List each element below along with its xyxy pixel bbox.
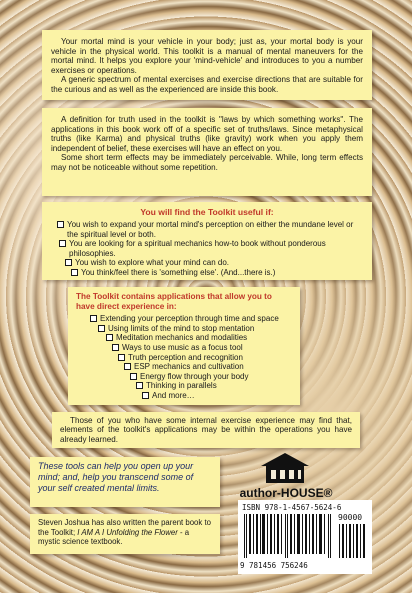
definition-paragraph-2: Some short term effects may be immediately perceivable. While, long term effects may not be noticeable without some repetition.	[51, 153, 363, 172]
application-item: And more…	[142, 391, 292, 401]
author-panel	[30, 514, 220, 554]
tagline-panel	[30, 457, 220, 507]
checkbox-icon	[71, 269, 78, 276]
application-item: Using limits of the mind to stop mentation	[98, 324, 292, 334]
intro-paragraph-1: Your mortal mind is your vehicle in your body; just as, your mortal body is your vehicle in the physical world. This toolkit is a manual of mental maneuvers for the mortal mind. It helps you explore your 'mind-vehicle' and introduces to you a number exercises or operations.	[51, 37, 363, 75]
experience-panel	[52, 412, 360, 448]
checkbox-icon	[112, 344, 119, 351]
definition-panel	[42, 108, 372, 196]
application-item: Energy flow through your body	[130, 372, 292, 382]
publisher-logo	[239, 452, 333, 500]
application-item: ESP mechanics and cultivation	[124, 362, 292, 372]
application-item: Truth perception and recognition	[118, 353, 292, 363]
checkbox-icon	[142, 392, 149, 399]
useful-item: You wish to expand your mortal mind's perception on either the mundane level or the spiritual level or both.	[57, 220, 363, 239]
checkbox-icon	[90, 315, 97, 322]
application-item: Thinking in parallels	[136, 381, 292, 391]
house-logo-icon	[259, 452, 311, 484]
application-item: Meditation mechanics and modalities	[106, 333, 292, 343]
application-item: Ways to use music as a focus tool	[112, 343, 292, 353]
useful-panel	[42, 202, 372, 280]
checkbox-icon	[98, 325, 105, 332]
isbn-label: ISBN 978-1-4567-5624-6	[242, 503, 342, 512]
checkbox-icon	[57, 221, 64, 228]
useful-heading: You will find the Toolkit useful if:	[140, 207, 274, 217]
publisher-name: author-HOUSE®	[239, 486, 333, 500]
intro-paragraph-2: A generic spectrum of mental exercises and exercise directions that are suitable for the curious and as well as the experienced are inside this book.	[51, 75, 363, 94]
tagline-text: These tools can help you open up your mind; and, help you transcend some of your self created mental limits.	[38, 461, 194, 493]
applications-panel	[68, 287, 300, 405]
useful-item: You think/feel there is 'something else'. (And...there is.)	[71, 268, 363, 278]
checkbox-icon	[106, 334, 113, 341]
price-code: 90000	[338, 513, 363, 522]
price-barcode	[338, 524, 366, 558]
definition-paragraph-1: A definition for truth used in the toolkit is "laws by which something works". The applications in this book work off of a specific set of truths/laws. Since metaphysical truths (like Karma) and physical truths (like gravity) work when you apply them independent of belief, these exercises will have an effect on you.	[51, 115, 363, 153]
parent-book-title: I AM A I Unfolding the Flower	[77, 527, 178, 537]
useful-item: You are looking for a spiritual mechanics how-to book without ponderous philosophies.	[59, 239, 363, 258]
checkbox-icon	[124, 363, 131, 370]
useful-list	[51, 220, 363, 278]
application-item: Extending your perception through time and space	[90, 314, 292, 324]
checkbox-icon	[136, 382, 143, 389]
isbn-barcode	[242, 514, 334, 560]
experience-text: Those of you who have some internal exercise experience may find that, elements of the toolkit's applications may be within the operations you have already learned.	[60, 416, 352, 444]
intro-panel	[42, 30, 372, 100]
checkbox-icon	[118, 354, 125, 361]
applications-list	[76, 314, 292, 400]
applications-heading: The Toolkit contains applications that allow you to have direct experience in:	[76, 292, 272, 311]
checkbox-icon	[65, 259, 72, 266]
barcode-digits: 9 781456 756246	[240, 561, 308, 570]
barcode-area	[238, 500, 372, 574]
checkbox-icon	[130, 373, 137, 380]
checkbox-icon	[59, 240, 66, 247]
useful-item: You wish to explore what your mind can do.	[65, 258, 363, 268]
author-text: Steven Joshua has also written the parent book to the Toolkit; I AM A I Unfolding the Flower - a mystic science textbook.	[38, 518, 211, 547]
